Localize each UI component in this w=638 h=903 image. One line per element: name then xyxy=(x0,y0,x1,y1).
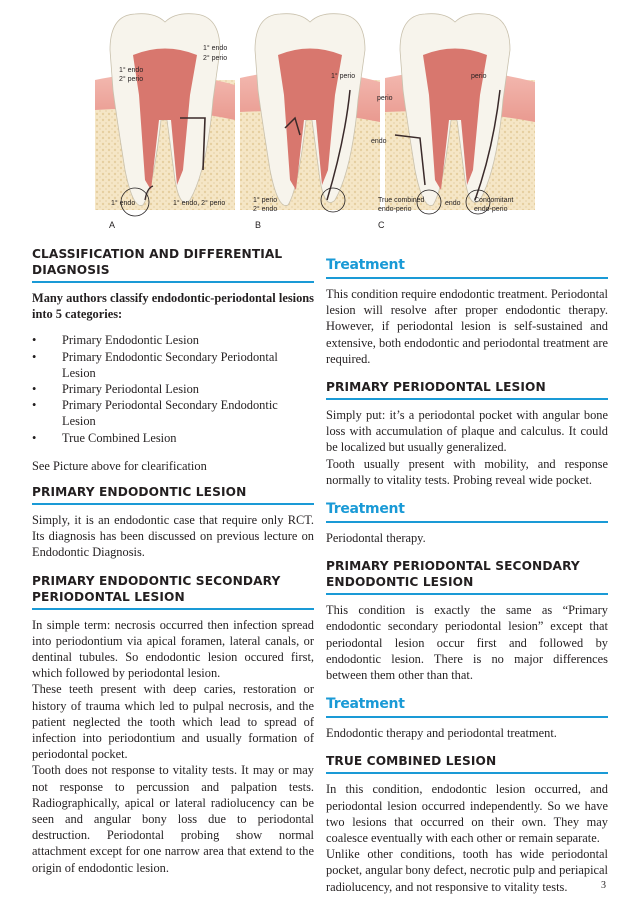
ppl-heading: PRIMARY PERIODONTAL LESION xyxy=(326,379,608,400)
tcl-heading: TRUE COMBINED LESION xyxy=(326,753,608,774)
label-c-perio: perio xyxy=(377,95,393,102)
treatment-heading-3: Treatment xyxy=(326,695,608,718)
label-c-bottom2: endo xyxy=(445,200,461,207)
treatment-text-3: Endodontic therapy and periodontal treatment. xyxy=(326,726,557,741)
list-item: • Primary Endodontic Lesion xyxy=(32,332,314,348)
panel-label-c: C xyxy=(378,220,385,230)
label-b-bottom2: 2° endo xyxy=(253,206,278,213)
panel-label-b: B xyxy=(255,220,262,230)
list-item: • Primary Periodontal Secondary Endodontic Lesion xyxy=(32,397,314,429)
panel-b xyxy=(240,14,380,210)
ppsel-heading: PRIMARY PERIODONTAL SECONDARY ENDODONTIC LESION xyxy=(326,558,608,595)
left-column xyxy=(32,246,314,876)
treatment-text-1: This condition require endodontic treatment. Periodontal lesion will resolve after proper endodontic therapy. However, if periodontal lesion is self-sustained and extensive, both endodontic and periodontal treatment are required. xyxy=(326,287,608,366)
pespl-paragraph-2: These teeth present with deep caries, restoration or history of trauma which led to pulpal necrosis, and the patient neglected the tooth which lead to spread of infection into periodontium and usually formation of periodontal pocket. xyxy=(32,682,314,762)
list-item: • True Combined Lesion xyxy=(32,430,314,446)
pespl-paragraph-3: Tooth does not response to vitality tests. It may or may not response to percussion and palpation tests. Radiographically, apical or lateral radiolucency can be seen and angular bony loss due to periodontal destruction. Periodontal probing show normal attachment except for one narrow area that extend to the origin of endodontic lesion. xyxy=(32,763,314,875)
endo-perio-diagram xyxy=(95,10,535,232)
label-c-bottom1b: endo-perio xyxy=(378,206,412,213)
pespl-paragraph-1: In simple term: necrosis occurred then infection spread into periodontium via apical foramen, lateral canals, or dentinal tubules. So endodontic lesion occured first, which followed by periodontal lesion. xyxy=(32,617,314,681)
label-c-bottom1: True combined xyxy=(378,197,425,204)
ppl-paragraph-1: Simply put: it’s a periodontal pocket with angular bone loss with accumulation of plaque and calculus. It could be localized but usually generalized. xyxy=(326,408,608,455)
tcl-paragraph-1: In this condition, endodontic lesion occurred, and periodontal lesion occurred independently. So we have two lesions that occurred on their own. They may coalesce eventually with each other or remain separate. xyxy=(326,782,608,846)
label-c-bottom3: Concomitant xyxy=(474,197,514,204)
ppsel-text: This condition is exactly the same as “Primary endodontic secondary periodontal lesion” except that periodontal lesion occur first and followed by endodontic lesion. There is no major differences between them other than that. xyxy=(326,603,608,683)
label-a-bottom2: 1° endo, 2° perio xyxy=(173,200,226,207)
ppl-paragraph-2: Tooth usually present with mobility, and response normally to vitality tests. Probing reveal wide pocket. xyxy=(326,456,608,487)
label-a-perio-top: 2° perio xyxy=(203,55,228,62)
page-number: 3 xyxy=(601,880,606,891)
list-item: • Primary Endodontic Secondary Periodontal Lesion xyxy=(32,349,314,381)
pespl-heading: PRIMARY ENDODONTIC SECONDARY PERIODONTAL LESION xyxy=(32,573,314,610)
label-a-perio: 2° perio xyxy=(119,76,144,83)
category-list xyxy=(32,332,314,445)
treatment-heading-2: Treatment xyxy=(326,500,608,523)
panel-a xyxy=(95,14,235,210)
label-a-bottom1: 1° endo xyxy=(111,200,136,207)
panel-c xyxy=(385,14,535,210)
label-a-endo: 1° endo xyxy=(119,67,144,74)
label-c-endo: endo xyxy=(371,138,387,145)
label-c-bottom3b: endo-perio xyxy=(474,206,508,213)
tcl-paragraph-2: Unlike other conditions, tooth has wide periodontal pocket, angular bony defect, necrotic pulp and periapical radiolucency, and not responsive to vitality tests. xyxy=(326,847,608,894)
classification-intro: Many authors classify endodontic-periodontal lesions into 5 categories: xyxy=(32,291,314,322)
label-a-endo-top: 1° endo xyxy=(203,45,228,52)
panel-label-a: A xyxy=(109,220,116,230)
list-item: • Primary Periodontal Lesion xyxy=(32,381,314,397)
label-b-bottom1: 1° perio xyxy=(253,197,278,204)
label-b-top: 1° perio xyxy=(331,73,356,80)
treatment-text-2: Periodontal therapy. xyxy=(326,531,426,546)
label-c-top-perio: perio xyxy=(471,73,487,80)
pel-heading: PRIMARY ENDODONTIC LESION xyxy=(32,484,314,505)
classification-heading: CLASSIFICATION AND DIFFERENTIAL DIAGNOSIS xyxy=(32,246,314,283)
right-column xyxy=(326,256,608,895)
pel-text: Simply, it is an endodontic case that require only RCT. Its diagnosis has been discussed on previous lecture on Endodontic Diagnosis. xyxy=(32,513,314,560)
treatment-heading-1: Treatment xyxy=(326,256,608,279)
see-picture-note: See Picture above for clearification xyxy=(32,458,207,473)
